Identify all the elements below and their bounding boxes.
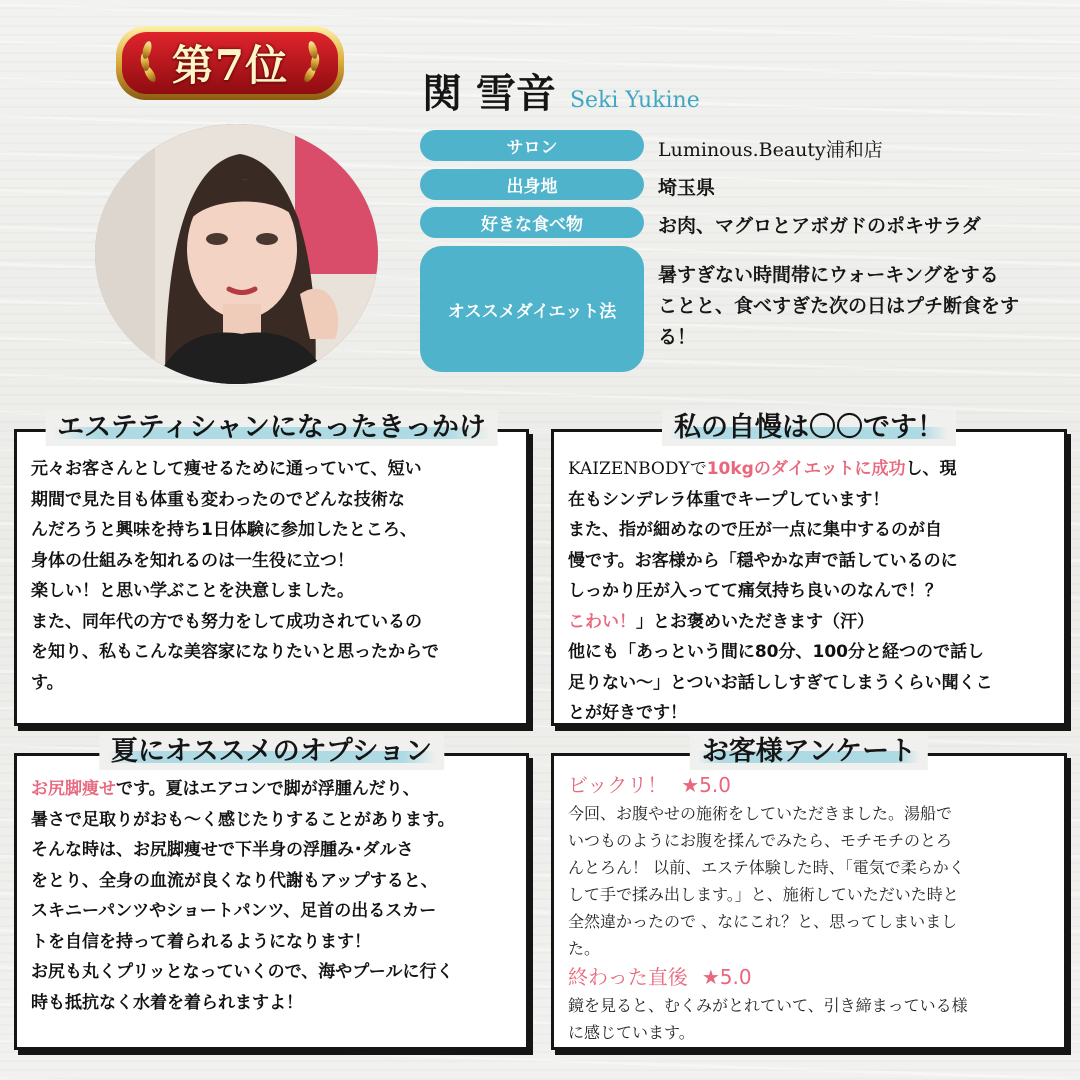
option-line: 暑さで足取りがおも〜く感じたりすることがあります。: [31, 809, 455, 830]
hometown-value: 埼玉県: [658, 177, 716, 199]
survey-line: 今回、お腹やせの施術をしていただきました。湯船で: [568, 804, 953, 823]
survey-comment: [568, 800, 1054, 962]
survey-heading-text: 終わった直後: [568, 965, 688, 989]
option-line: トを自信を持って着られるようになります！: [31, 931, 371, 952]
pride-line: しっかり圧が入ってて痛気持ち良いのなんで！？: [568, 581, 942, 601]
diet-line: る！: [658, 326, 697, 348]
salon-value: Luminous.Beauty浦和店: [658, 139, 883, 161]
summer-option-title: [99, 734, 444, 770]
motivation-body: [31, 454, 516, 698]
profile-photo: [95, 124, 378, 384]
pride-text: し、現: [905, 459, 957, 479]
option-line: をとり、全身の血流が良くなり代謝もアップすると、: [31, 870, 438, 891]
name-english: Seki Yukine: [569, 88, 700, 113]
pride-line: [568, 607, 1054, 638]
survey-heading: [568, 770, 1054, 800]
survey-line: た。: [568, 939, 601, 958]
summer-option-body: [31, 774, 516, 1018]
survey-title-text: お客様アンケート: [698, 736, 920, 767]
survey-line: に感じています。: [568, 1023, 695, 1042]
pride-body: [568, 454, 1054, 729]
diet-method-label: オススメダイエット法: [420, 246, 644, 372]
survey-heading-text: ビックリ！: [568, 773, 668, 797]
pride-line: 慢です。お客様から「穏やかな声で話しているのに: [568, 550, 958, 571]
survey-comment: [568, 992, 1054, 1046]
diet-line: 暑すぎない時間帯にウォーキングをする: [658, 264, 999, 286]
motivation-line: す。: [31, 672, 64, 693]
pride-line: [568, 454, 1054, 485]
summer-option-title-text: 夏にオススメのオプション: [107, 736, 436, 767]
motivation-section: [14, 412, 529, 726]
motivation-line: を知り、私もこんな美容家になりたいと思ったからで: [31, 642, 439, 662]
name-japanese: 関 雪音: [422, 71, 556, 117]
motivation-line: また、同年代の方でも努力をして成功されているの: [31, 611, 422, 632]
option-line: 時も抵抗なく水着を着られますよ！: [31, 992, 303, 1013]
option-line: そんな時は、お尻脚痩せで下半身の浮腫み･ダルさ: [31, 840, 414, 860]
summer-option-section: [14, 736, 529, 1050]
motivation-line: 元々お客さんとして痩せるために通っていて、短い: [31, 459, 422, 479]
option-line: お尻も丸くプリッとなっていくので、海やプールに行く: [31, 962, 454, 982]
name-row: [422, 62, 700, 119]
pride-title: [662, 410, 956, 446]
survey-line: んとろん！ 以前、エステ体験した時、「電気で柔らかく: [568, 858, 965, 877]
survey-title: [690, 734, 928, 770]
rank-badge: [112, 22, 348, 104]
pride-line: とが好きです！: [568, 703, 687, 723]
motivation-title-text: エステティシャンになったきっかけ: [53, 412, 490, 443]
favorite-food-label: 好きな食べ物: [420, 207, 644, 238]
option-highlight: お尻脚痩せ: [31, 779, 116, 799]
pride-text: 」とお褒めいただきます（汗）: [636, 611, 874, 632]
survey-body: [568, 770, 1054, 1046]
salon-label: サロン: [420, 130, 644, 161]
pride-line: 在もシンデレラ体重でキープしています！: [568, 489, 890, 510]
customer-survey-section: [551, 736, 1067, 1050]
pride-line: また、指が細めなので圧が一点に集中するのが自: [568, 520, 942, 540]
diet-method-value: [658, 260, 1063, 353]
pride-line: 足りない〜」とついお話ししすぎてしまうくらい聞くこ: [568, 672, 993, 693]
diet-line: ことと、食べすぎた次の日はプチ断食をす: [658, 295, 1020, 317]
pride-text: KAIZENBODYで: [568, 459, 707, 479]
option-text: です。夏はエアコンで脚が浮腫んだり、: [116, 779, 420, 799]
pride-title-text: 私の自慢は〇〇です！: [670, 412, 948, 443]
motivation-line: 楽しい！と思い学ぶことを決意しました。: [31, 581, 354, 601]
pride-highlight: こわい！: [568, 611, 636, 632]
option-line: スキニーパンツやショートパンツ、足首の出るスカー: [31, 901, 437, 921]
motivation-line: 期間で見た目も体重も変わったのでどんな技術な: [31, 489, 405, 510]
survey-line: して手で揉み出します。」と、施術していただいた時と: [568, 885, 959, 904]
survey-heading: [568, 962, 1054, 992]
survey-line: 鏡を見ると、むくみがとれていて、引き締まっている様: [568, 996, 968, 1015]
hometown-label: 出身地: [420, 169, 644, 200]
motivation-line: んだろうと興味を持ち1日体験に参加したところ、: [31, 520, 417, 540]
favorite-food-value: お肉、マグロとアボガドのポキサラダ: [658, 215, 981, 237]
star-rating-icon: ★5.0: [681, 773, 731, 797]
motivation-line: 身体の仕組みを知れるのは一生役に立つ！: [31, 550, 354, 571]
pride-section: [551, 412, 1067, 726]
pride-highlight: 10kgのダイエットに成功: [706, 459, 906, 479]
pride-line: 他にも「あっという間に80分、100分と経つので話し: [568, 642, 984, 662]
survey-line: いつものようにお腹を揉んでみたら、モチモチのとろ: [568, 831, 953, 850]
rank-label: 第7位: [171, 41, 289, 90]
survey-line: 全然違かったので 、なにこれ？と、思ってしまいまし: [568, 912, 958, 931]
motivation-title: [45, 410, 498, 446]
option-line: [31, 774, 516, 805]
star-rating-icon: ★5.0: [701, 965, 752, 989]
